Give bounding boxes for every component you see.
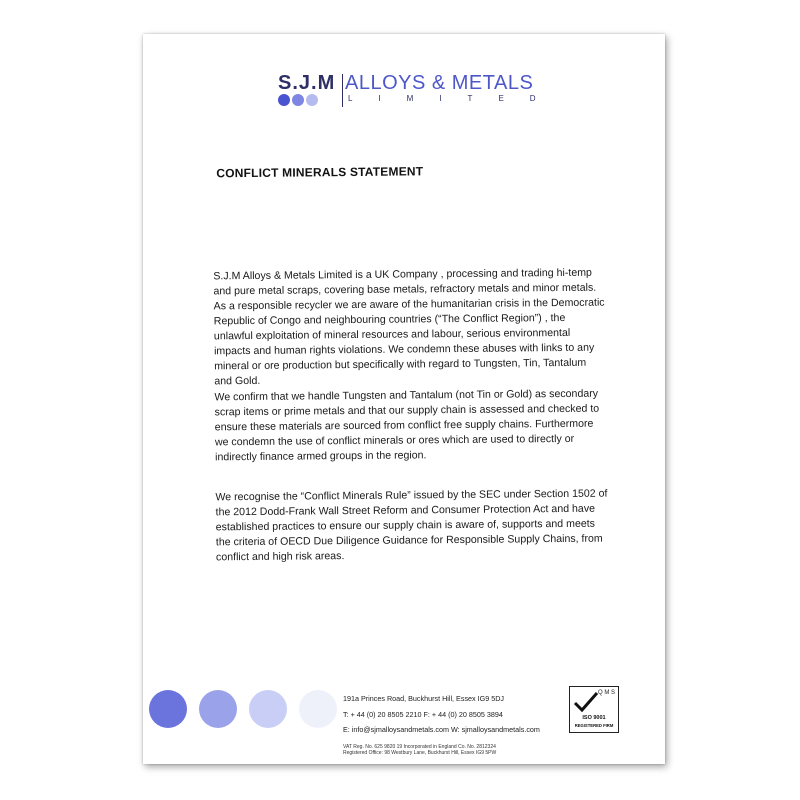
iso-certification-badge (569, 686, 619, 733)
footer-dot-icon (299, 690, 337, 728)
logo-sjm-text: S.J.M (278, 72, 336, 94)
checkmark-icon (573, 690, 599, 714)
footer-dot-icon (199, 690, 237, 728)
statement-paragraph-2: We confirm that we handle Tungsten and Tantalum (not Tin or Gold) as secondary scrap items or prime metals and that our supply chain is assessed and checked to ensure these materials are sourced from conflict free supply chains. Furthermore we condemn the use of conflict minerals or ores which are used to directly or indirectly finance armed groups in the region. (214, 387, 600, 464)
iso-qms-label: Q M S (598, 690, 616, 696)
logo-company-name: ALLOYS & METALS (345, 72, 534, 94)
statement-paragraph-3: We recognise the “Conflict Minerals Rule” issued by the SEC under Section 1502 of the 2012 Dodd-Frank Wall Street Reform and Consumer Protection Act and have established practices to ensure our supply chain is aware of, supports and meets the criteria of OECD Due Diligence Guidance for Responsible Supply Chains, from conflict and high risk areas. (215, 487, 608, 564)
footer-email-web: E: info@sjmalloysandmetals.com W: sjmalloysandmetals.com (343, 725, 540, 734)
document-body (143, 34, 665, 764)
footer-phone-fax: T: + 44 (0) 20 8505 2210 F: + 44 (0) 20 8505 3894 (343, 710, 503, 719)
document-page (143, 34, 665, 764)
iso-standard-label: ISO 9001 (582, 715, 606, 721)
footer-dot-icon (149, 690, 187, 728)
footer-registration: VAT Reg. No. 625 9820 19 Incorporated in England Co. No. 2812324 (343, 744, 496, 750)
statement-paragraph-1: S.J.M Alloys & Metals Limited is a UK Company , processing and trading hi-temp and pure metal scraps, covering base metals, refractory metals and minor metals. As a responsible recycler we are aware of the humanitarian crisis in the Democratic Republic of Congo and neighbouring countries (“The Conflict Region”) , the unlawful exploitation of mineral resources and labour, serious environmental impacts and human rights violations. We condemn these abuses with links to any mineral or ore production but specifically with regard to Tungsten, Tin, Tantalum and Gold. (213, 266, 605, 388)
logo-limited-text: LIMITED (348, 94, 562, 103)
footer-address: 191a Princes Road, Buckhurst Hill, Essex IG9 5DJ (343, 694, 504, 703)
document-title: CONFLICT MINERALS STATEMENT (216, 164, 424, 181)
footer-registered-office: Registered Office: 98 Westbury Lane, Buckhurst Hill, Essex IG9 5PW (343, 750, 497, 756)
footer-dot-icon (249, 690, 287, 728)
iso-registered-label: REGISTERED FIRM (574, 723, 614, 728)
